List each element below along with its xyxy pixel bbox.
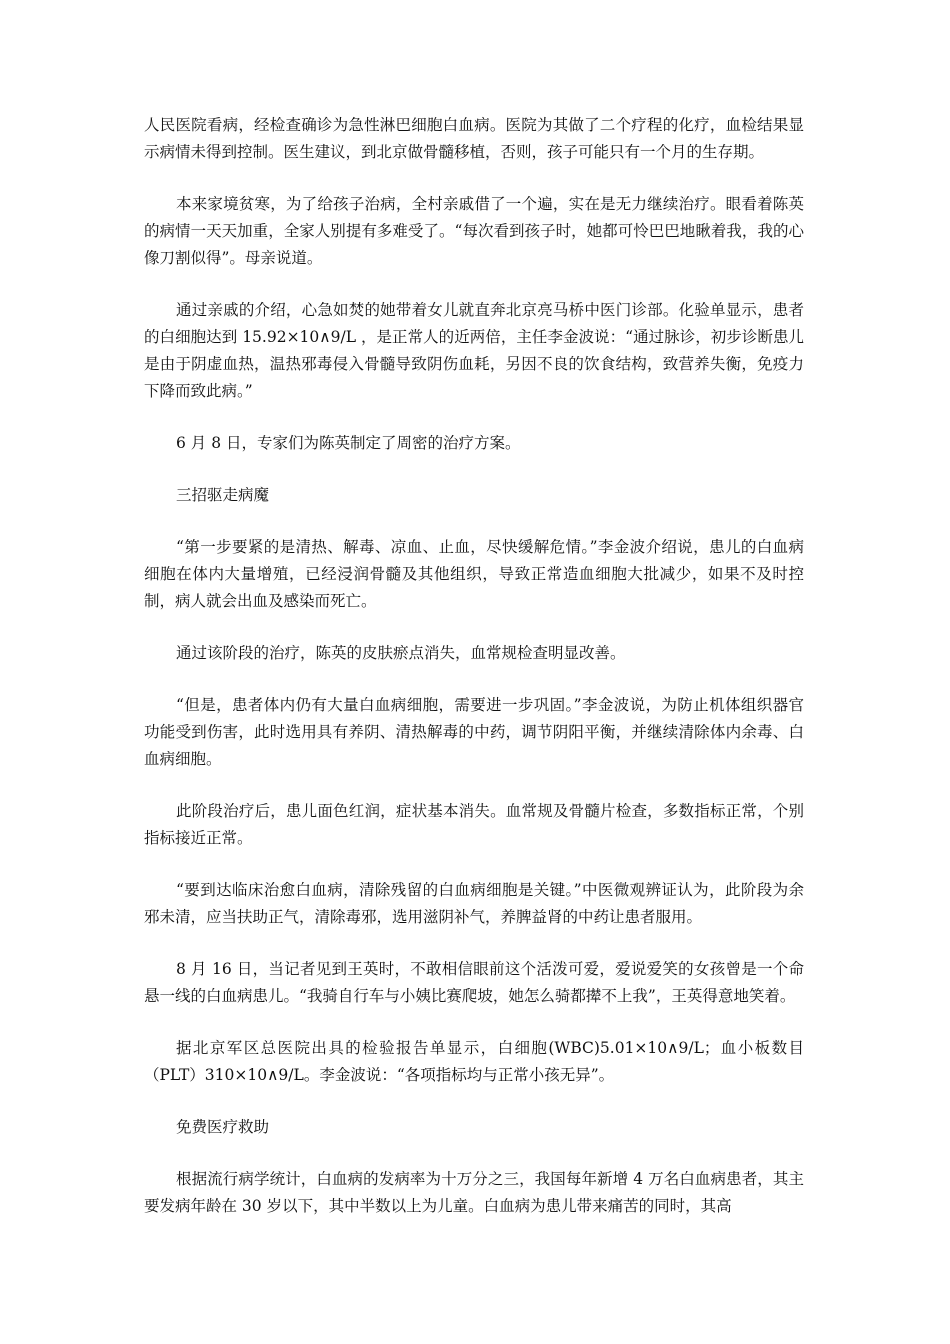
paragraph-diagnosis: 人民医院看病，经检查确诊为急性淋巴细胞白血病。医院为其做了二个疗程的化疗，血检结果显示病情未得到控制。医生建议，到北京做骨髓移植，否则，孩子可能只有一个月的生存期。 <box>144 116 804 161</box>
paragraph-recovery: 8 月 16 日，当记者见到王英时，不敢相信眼前这个活泼可爱，爱说爱笑的女孩曾是一个命悬一线的白血病患儿。“我骑自行车与小姨比赛爬坡，她怎么骑都撵不上我”，王英得意地笑着。 <box>144 960 804 1005</box>
paragraph-test-report: 据北京军区总医院出具的检验报告单显示，白细胞(WBC)5.01×10∧9/L；血小板数目（PLT）310×10∧9/L。李金波说：“各项指标均与正常小孩无异”。 <box>144 1039 804 1084</box>
paragraph-clinic-visit: 通过亲戚的介绍，心急如焚的她带着女儿就直奔北京亮马桥中医门诊部。化验单显示，患者的白细胞达到 15.92×10∧9/L ，是正常人的近两倍，主任李金波说：“通过脉诊，初步诊断患儿是由于阴虚血热，温热邪毒侵入骨髓导致阴伤血耗，另因不良的饮食结构，致营养失衡，免疫力下降而致此病。” <box>144 301 804 400</box>
section-heading-three-steps: 三招驱走病魔 <box>176 486 270 504</box>
paragraph-step-two-result: 此阶段治疗后，患儿面色红润，症状基本消失。血常规及骨髓片检查，多数指标正常，个别指标接近正常。 <box>144 802 804 847</box>
paragraph-treatment-plan: 6 月 8 日，专家们为陈英制定了周密的治疗方案。 <box>176 434 521 452</box>
paragraph-step-one: “第一步要紧的是清热、解毒、凉血、止血，尽快缓解危情。”李金波介绍说，患儿的白血病细胞在体内大量增殖，已经浸润骨髓及其他组织，导致正常造血细胞大批减少，如果不及时控制，病人就会出血及感染而死亡。 <box>144 538 804 610</box>
paragraph-statistics: 根据流行病学统计，白血病的发病率为十万分之三，我国每年新增 4 万名白血病患者，其主要发病年龄在 30 岁以下，其中半数以上为儿童。白血病为患儿带来痛苦的同时，其高 <box>144 1170 804 1215</box>
paragraph-step-two: “但是，患者体内仍有大量白血病细胞，需要进一步巩固。”李金波说，为防止机体组织器官功能受到伤害，此时选用具有养阴、清热解毒的中药，调节阴阳平衡，并继续清除体内余毒、白血病细胞。 <box>144 696 804 768</box>
paragraph-step-one-result: 通过该阶段的治疗，陈英的皮肤瘀点消失，血常规检查明显改善。 <box>176 644 626 662</box>
paragraph-family-hardship: 本来家境贫寒，为了给孩子治病，全村亲戚借了一个遍，实在是无力继续治疗。眼看着陈英的病情一天天加重，全家人别提有多难受了。“每次看到孩子时，她都可怜巴巴地瞅着我，我的心像刀割似得”。母亲说道。 <box>144 195 804 267</box>
document-body <box>144 112 804 1245</box>
paragraph-step-three: “要到达临床治愈白血病，清除残留的白血病细胞是关键。”中医微观辨证认为，此阶段为余邪未清，应当扶助正气，清除毒邪，选用滋阴补气，养脾益肾的中药让患者服用。 <box>144 881 804 926</box>
section-heading-free-aid: 免费医疗救助 <box>176 1118 270 1136</box>
